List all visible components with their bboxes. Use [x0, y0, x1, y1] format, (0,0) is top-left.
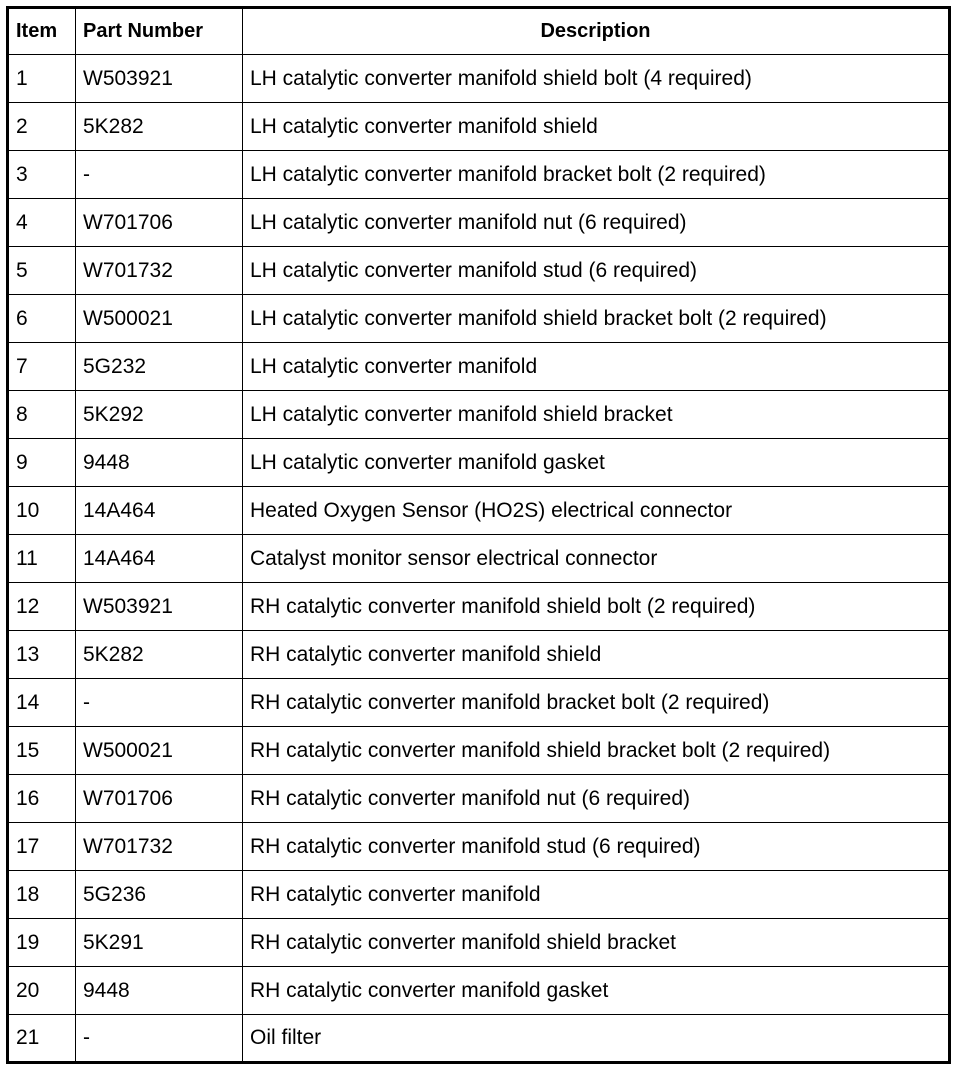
table-row [8, 919, 950, 967]
table-row [8, 343, 950, 391]
table-row [8, 535, 950, 583]
cell-part-number: 9448 [76, 439, 243, 487]
cell-description: RH catalytic converter manifold shield bolt (2 required) [243, 583, 950, 631]
table-row [8, 871, 950, 919]
cell-part-number: 5G236 [76, 871, 243, 919]
cell-item: 4 [8, 199, 76, 247]
header-item: Item [8, 8, 76, 55]
cell-item: 16 [8, 775, 76, 823]
cell-item: 17 [8, 823, 76, 871]
cell-part-number: - [76, 679, 243, 727]
cell-part-number: W503921 [76, 583, 243, 631]
cell-part-number: - [76, 151, 243, 199]
cell-item: 12 [8, 583, 76, 631]
table-row [8, 631, 950, 679]
cell-item: 6 [8, 295, 76, 343]
table-row [8, 967, 950, 1015]
cell-part-number: W503921 [76, 55, 243, 103]
cell-description: RH catalytic converter manifold nut (6 required) [243, 775, 950, 823]
cell-description: RH catalytic converter manifold gasket [243, 967, 950, 1015]
cell-item: 1 [8, 55, 76, 103]
cell-part-number: 5K291 [76, 919, 243, 967]
table-row [8, 247, 950, 295]
cell-description: LH catalytic converter manifold [243, 343, 950, 391]
cell-part-number: 14A464 [76, 535, 243, 583]
table-row [8, 55, 950, 103]
cell-description: RH catalytic converter manifold bracket bolt (2 required) [243, 679, 950, 727]
cell-item: 13 [8, 631, 76, 679]
cell-part-number: W500021 [76, 295, 243, 343]
cell-description: LH catalytic converter manifold nut (6 required) [243, 199, 950, 247]
table-row [8, 583, 950, 631]
table-row [8, 823, 950, 871]
table-row [8, 775, 950, 823]
cell-item: 2 [8, 103, 76, 151]
table-row [8, 295, 950, 343]
table-row [8, 1015, 950, 1063]
cell-part-number: 14A464 [76, 487, 243, 535]
cell-item: 7 [8, 343, 76, 391]
cell-item: 18 [8, 871, 76, 919]
cell-part-number: 5K292 [76, 391, 243, 439]
table-row [8, 199, 950, 247]
cell-part-number: 5K282 [76, 631, 243, 679]
table-body [8, 55, 950, 1063]
cell-description: RH catalytic converter manifold shield [243, 631, 950, 679]
cell-description: LH catalytic converter manifold bracket bolt (2 required) [243, 151, 950, 199]
cell-description: Catalyst monitor sensor electrical connector [243, 535, 950, 583]
table-row [8, 151, 950, 199]
cell-part-number: - [76, 1015, 243, 1063]
table-header [8, 8, 950, 55]
cell-item: 19 [8, 919, 76, 967]
cell-part-number: W701732 [76, 823, 243, 871]
table-row [8, 103, 950, 151]
header-description: Description [243, 8, 950, 55]
table-row [8, 487, 950, 535]
cell-part-number: 9448 [76, 967, 243, 1015]
cell-item: 10 [8, 487, 76, 535]
cell-description: LH catalytic converter manifold shield [243, 103, 950, 151]
cell-description: RH catalytic converter manifold shield bracket [243, 919, 950, 967]
cell-item: 15 [8, 727, 76, 775]
cell-description: LH catalytic converter manifold shield bracket bolt (2 required) [243, 295, 950, 343]
cell-description: RH catalytic converter manifold [243, 871, 950, 919]
table-row [8, 727, 950, 775]
cell-item: 20 [8, 967, 76, 1015]
cell-item: 5 [8, 247, 76, 295]
table-row [8, 679, 950, 727]
cell-part-number: W701732 [76, 247, 243, 295]
cell-part-number: W701706 [76, 775, 243, 823]
table-row [8, 439, 950, 487]
table-row [8, 391, 950, 439]
cell-item: 9 [8, 439, 76, 487]
cell-part-number: 5K282 [76, 103, 243, 151]
cell-part-number: W500021 [76, 727, 243, 775]
cell-description: LH catalytic converter manifold stud (6 required) [243, 247, 950, 295]
header-part-number: Part Number [76, 8, 243, 55]
cell-item: 11 [8, 535, 76, 583]
cell-part-number: 5G232 [76, 343, 243, 391]
cell-description: RH catalytic converter manifold shield bracket bolt (2 required) [243, 727, 950, 775]
cell-item: 3 [8, 151, 76, 199]
cell-part-number: W701706 [76, 199, 243, 247]
cell-description: Oil filter [243, 1015, 950, 1063]
cell-item: 8 [8, 391, 76, 439]
cell-item: 21 [8, 1015, 76, 1063]
cell-description: LH catalytic converter manifold gasket [243, 439, 950, 487]
cell-description: Heated Oxygen Sensor (HO2S) electrical connector [243, 487, 950, 535]
cell-description: LH catalytic converter manifold shield bracket [243, 391, 950, 439]
cell-description: RH catalytic converter manifold stud (6 required) [243, 823, 950, 871]
parts-table [6, 6, 951, 1064]
cell-description: LH catalytic converter manifold shield bolt (4 required) [243, 55, 950, 103]
cell-item: 14 [8, 679, 76, 727]
header-row [8, 8, 950, 55]
